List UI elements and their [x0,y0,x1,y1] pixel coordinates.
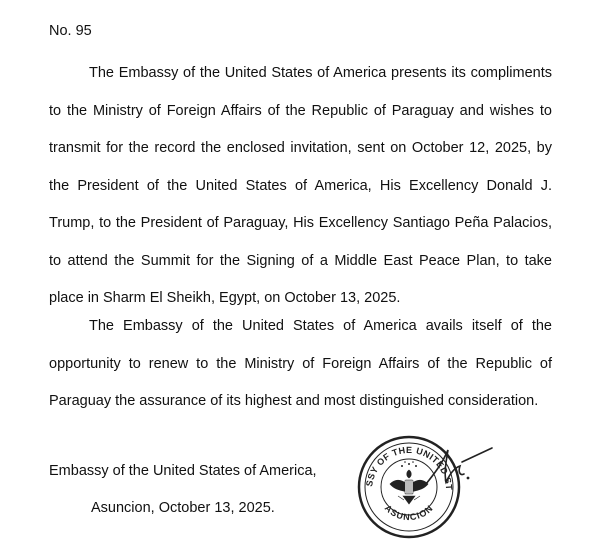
body-paragraph-1: The Embassy of the United States of America presents its compliments to the Ministry of Foreign Affairs of the Republic of Paraguay and wishes to transmit for the record the enclosed invitation, sent on October 12, 2025, by the President of the United States of America, His Excellency Donald J. Trump, to the President of Paraguay, His Excellency Santiago Peña Palacios, to attend the Summit for the Signing of a Middle East Peace Plan, to take place in Sharm El Sheikh, Egypt, on October 13, 2025. [49,65,552,306]
signature-icon [424,440,494,500]
note-number: No. 95 [49,23,92,39]
body-paragraph-2: The Embassy of the United States of America avails itself of the opportunity to renew to the Ministry of Foreign Affairs of the Republic of Paraguay the assurance of its highest and most distinguished consideration. [49,318,552,409]
handwritten-signature [424,440,494,500]
closing-place-date: Asuncion, October 13, 2025. [91,500,275,516]
svg-text:ASUNCION: ASUNCION [382,502,436,523]
svg-text:EMBASSY OF THE UNITED STATES: SSY OF THE UNITED ST [364,444,455,491]
closing-sender: Embassy of the United States of America, [49,463,317,479]
